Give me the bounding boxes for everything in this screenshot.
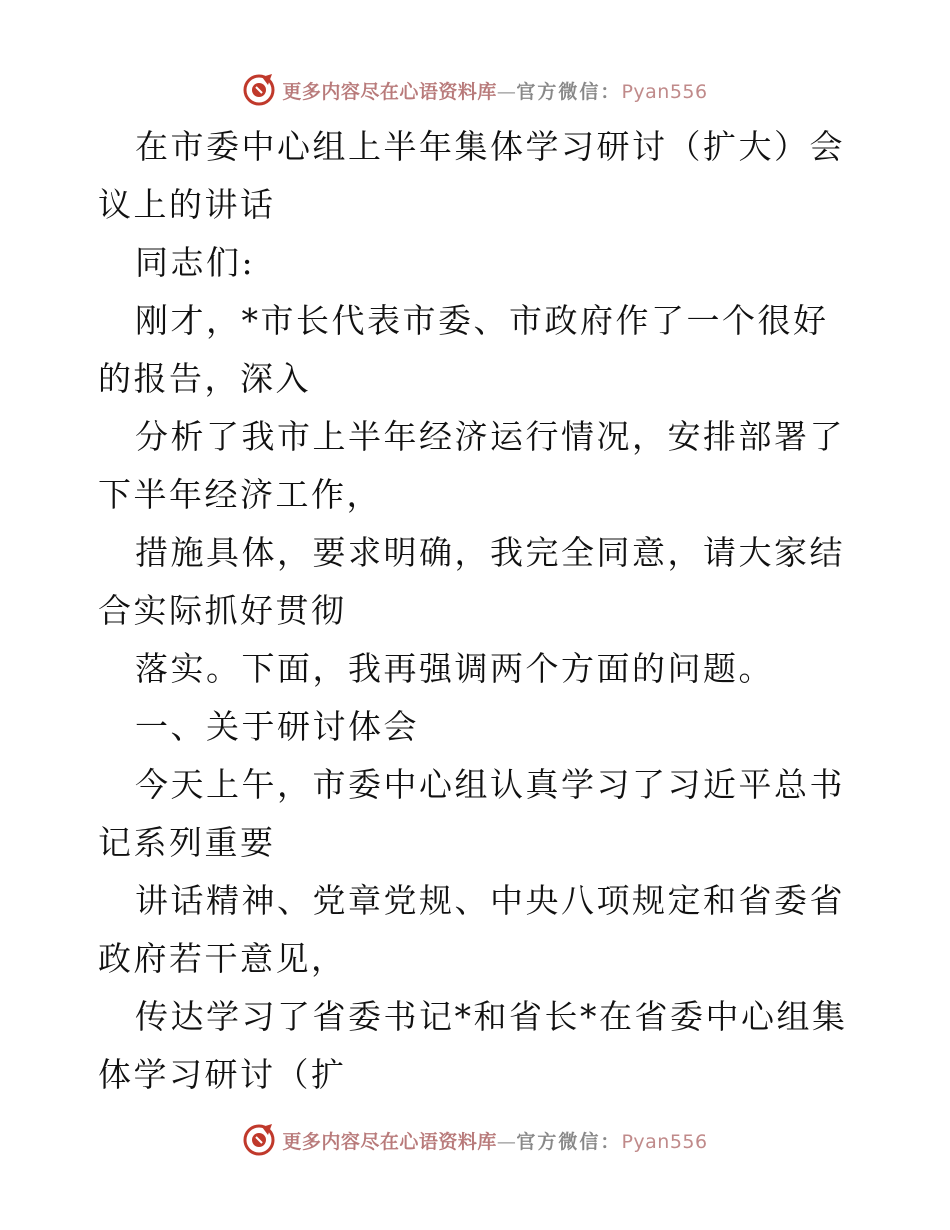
watermark-dash: —	[496, 1130, 517, 1153]
paragraph: 落实。下面，我再强调两个方面的问题。	[135, 649, 774, 688]
paragraph: 今天上午，市委中心组认真学习了习近平总书记系列重要	[98, 765, 845, 862]
watermark-wechat-label: 官方微信：	[516, 80, 622, 103]
salutation: 同志们:	[135, 243, 256, 282]
watermark-banner-bottom	[0, 1120, 950, 1160]
watermark-dash: —	[496, 80, 517, 103]
watermark-wechat-label: 官方微信：	[516, 1130, 622, 1153]
paragraph: 分析了我市上半年经济运行情况，安排部署了下半年经济工作，	[98, 417, 845, 514]
paragraph: 讲话精神、党章党规、中央八项规定和省委省政府若干意见，	[98, 881, 845, 978]
watermark-wechat-id: Pyan556	[621, 80, 708, 103]
watermark-banner-top	[0, 70, 950, 110]
paragraph: 措施具体，要求明确，我完全同意，请大家结合实际抓好贯彻	[98, 533, 845, 630]
paragraph: 传达学习了省委书记*和省长*在省委中心组集体学习研讨（扩	[98, 997, 848, 1094]
watermark-text	[282, 77, 707, 104]
document-title: 在市委中心组上半年集体学习研讨（扩大）会议上的讲话	[98, 127, 845, 224]
section-heading: 一、关于研讨体会	[135, 707, 419, 746]
watermark-brand: 更多内容尽在心语资料库	[282, 1130, 497, 1153]
watermark-wechat-id: Pyan556	[621, 1130, 708, 1153]
brand-logo-icon	[242, 73, 276, 107]
brand-logo-icon	[242, 1123, 276, 1157]
document-body	[98, 118, 858, 1104]
watermark-text	[282, 1127, 707, 1154]
watermark-brand: 更多内容尽在心语资料库	[282, 80, 497, 103]
paragraph: 刚才，*市长代表市委、市政府作了一个很好的报告，深入	[98, 301, 829, 398]
